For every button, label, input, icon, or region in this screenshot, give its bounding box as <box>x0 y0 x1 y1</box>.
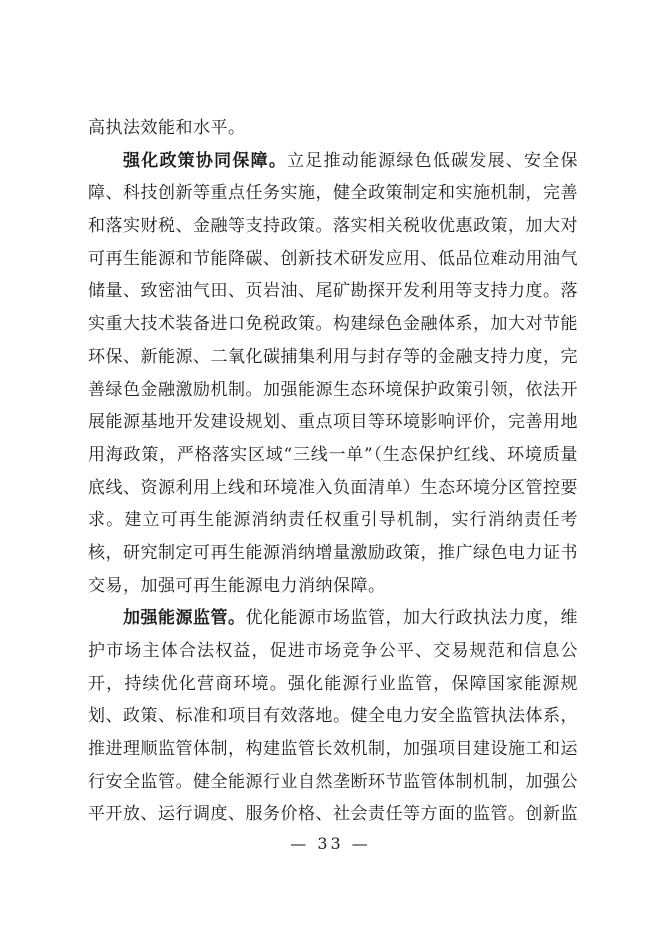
text-line: 展能源基地开发建设规划、重点项目等环境影响评价，完善用地 <box>88 412 578 433</box>
text-line: 实重大技术装备进口免税政策。构建绿色金融体系，加大对节能 <box>88 314 578 335</box>
bold-lead-phrase: 加强能源监管。 <box>123 608 246 629</box>
text-line: 用海政策，严格落实区域“三线一单”（生态保护红线、环境质量 <box>88 444 578 465</box>
text-line: 平开放、运行调度、服务价格、社会责任等方面的监管。创新监 <box>88 804 578 825</box>
text-line: 强化政策协同保障。立足推动能源绿色低碳发展、安全保 <box>123 150 578 171</box>
page-number: — 33 — <box>290 834 371 853</box>
text-line: 推进理顺监管体制，构建监管长效机制，加强项目建设施工和运 <box>88 739 578 760</box>
text-line: 划、政策、标准和项目有效落地。健全电力安全监管执法体系， <box>88 706 578 727</box>
text-line: 开，持续优化营商环境。强化能源行业监管，保障国家能源规 <box>88 673 578 694</box>
text-line: 求。建立可再生能源消纳责任权重引导机制，实行消纳责任考 <box>88 510 578 531</box>
text-line: 底线、资源利用上线和环境准入负面清单）生态环境分区管控要 <box>88 477 578 498</box>
text-line: 和落实财税、金融等支持政策。落实相关税收优惠政策，加大对 <box>88 216 578 237</box>
text-line: 行安全监管。健全能源行业自然垄断环节监管体制机制，加强公 <box>88 771 578 792</box>
text-line: 可再生能源和节能降碳、创新技术研发应用、低品位难动用油气 <box>88 248 578 269</box>
text-line: 加强能源监管。优化能源市场监管，加大行政执法力度，维 <box>123 608 578 629</box>
text-line: 储量、致密油气田、页岩油、尾矿勘探开发利用等支持力度。落 <box>88 281 578 302</box>
text-line: 障、科技创新等重点任务实施，健全政策制定和实施机制，完善 <box>88 183 578 204</box>
text-line: 交易，加强可再生能源电力消纳保障。 <box>88 575 386 596</box>
text-line: 核，研究制定可再生能源消纳增量激励政策，推广绿色电力证书 <box>88 542 578 563</box>
text-line: 环保、新能源、二氧化碳捕集利用与封存等的金融支持力度，完 <box>88 346 578 367</box>
text-line: 高执法效能和水平。 <box>88 118 246 138</box>
bold-lead-phrase: 强化政策协同保障。 <box>123 150 288 171</box>
body-text <box>88 112 578 831</box>
text-line: 善绿色金融激励机制。加强能源生态环境保护政策引领，依法开 <box>88 379 578 400</box>
text-line: 护市场主体合法权益，促进市场竞争公平、交易规范和信息公 <box>88 641 578 661</box>
